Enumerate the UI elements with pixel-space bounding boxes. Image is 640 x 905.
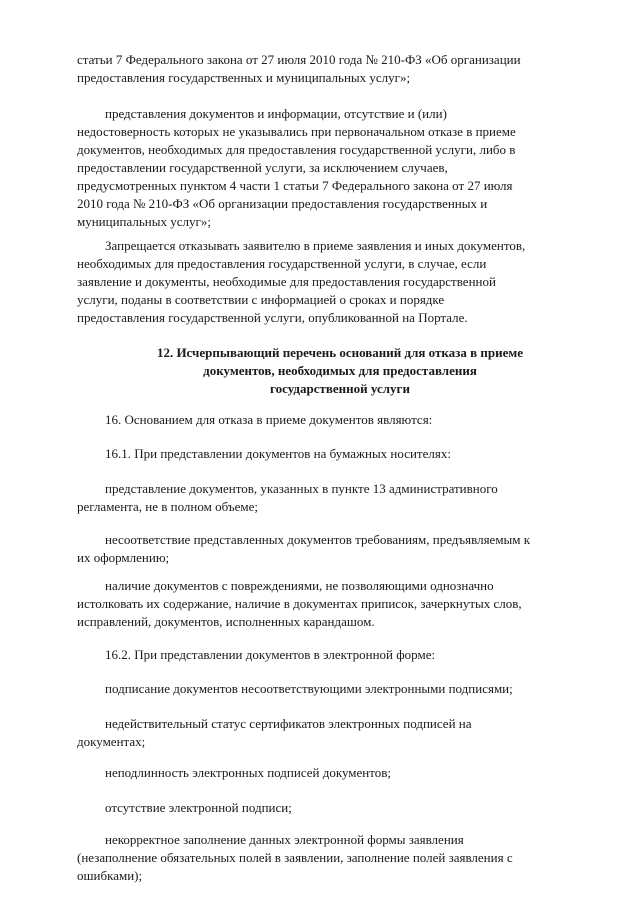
list-item-damaged-documents: наличие документов с повреждениями, не позволяющими однозначно истолковать их содержание, наличие в документах приписок, зачеркнутых слов, исправлений, документов, исполненных карандашом. — [77, 578, 522, 629]
paragraph-16: 16. Основанием для отказа в приеме документов являются: — [105, 412, 433, 427]
list-item-invalid-signatures: подписание документов несоответствующими электронными подписями; — [105, 681, 513, 696]
paragraph-prohibition: Запрещается отказывать заявителю в приеме заявления и иных документов, необходимых для предоставления государственной услуги, в случае, если заявление и документы, необходимые для предоставления государственной услуги, поданы в соответствии с информацией о сроках и порядке предоставления государственной услуги, опубликованной на Портале. — [77, 238, 526, 325]
paragraph-documents-information: представления документов и информации, отсутствие и (или) недостоверность которых не указывались при первоначальном отказе в приеме документов, необходимых для предоставления государственной услуги, либо в предоставлении государственной услуги, за исключением случаев, предусмотренных пунктом 4 части 1 статьи 7 Федерального закона от 27 июля 2010 года № 210-ФЗ «Об организации предоставления государственных и муниципальных услуг»; — [77, 106, 516, 229]
list-item-incomplete-documents: представление документов, указанных в пункте 13 административного регламента, не в полном объеме; — [77, 481, 498, 514]
list-item-nonconforming-documents: несоответствие представленных документов требованиям, предъявляемым к их оформлению; — [77, 532, 531, 565]
list-item-incorrect-form: некорректное заполнение данных электронной формы заявления (незаполнение обязательных полей в заявлении, заполнение полей заявления с ошибками); — [77, 832, 513, 883]
section-heading: 12. Исчерпывающий перечень оснований для отказа в приеме документов, необходимых для предоставления государственной услуги — [156, 345, 524, 396]
list-item-unauthentic-signatures: неподлинность электронных подписей документов; — [105, 765, 392, 780]
list-item-no-signature: отсутствие электронной подписи; — [105, 800, 292, 815]
paragraph-16-1: 16.1. При представлении документов на бумажных носителях: — [105, 446, 451, 461]
list-item-invalid-certificates: недействительный статус сертификатов электронных подписей на документах; — [77, 716, 472, 749]
paragraph-210fz-reference: статьи 7 Федерального закона от 27 июля 2010 года № 210-ФЗ «Об организации предоставления государственных и муниципальных услуг»; — [77, 52, 521, 85]
paragraph-16-2: 16.2. При представлении документов в электронной форме: — [105, 647, 436, 662]
